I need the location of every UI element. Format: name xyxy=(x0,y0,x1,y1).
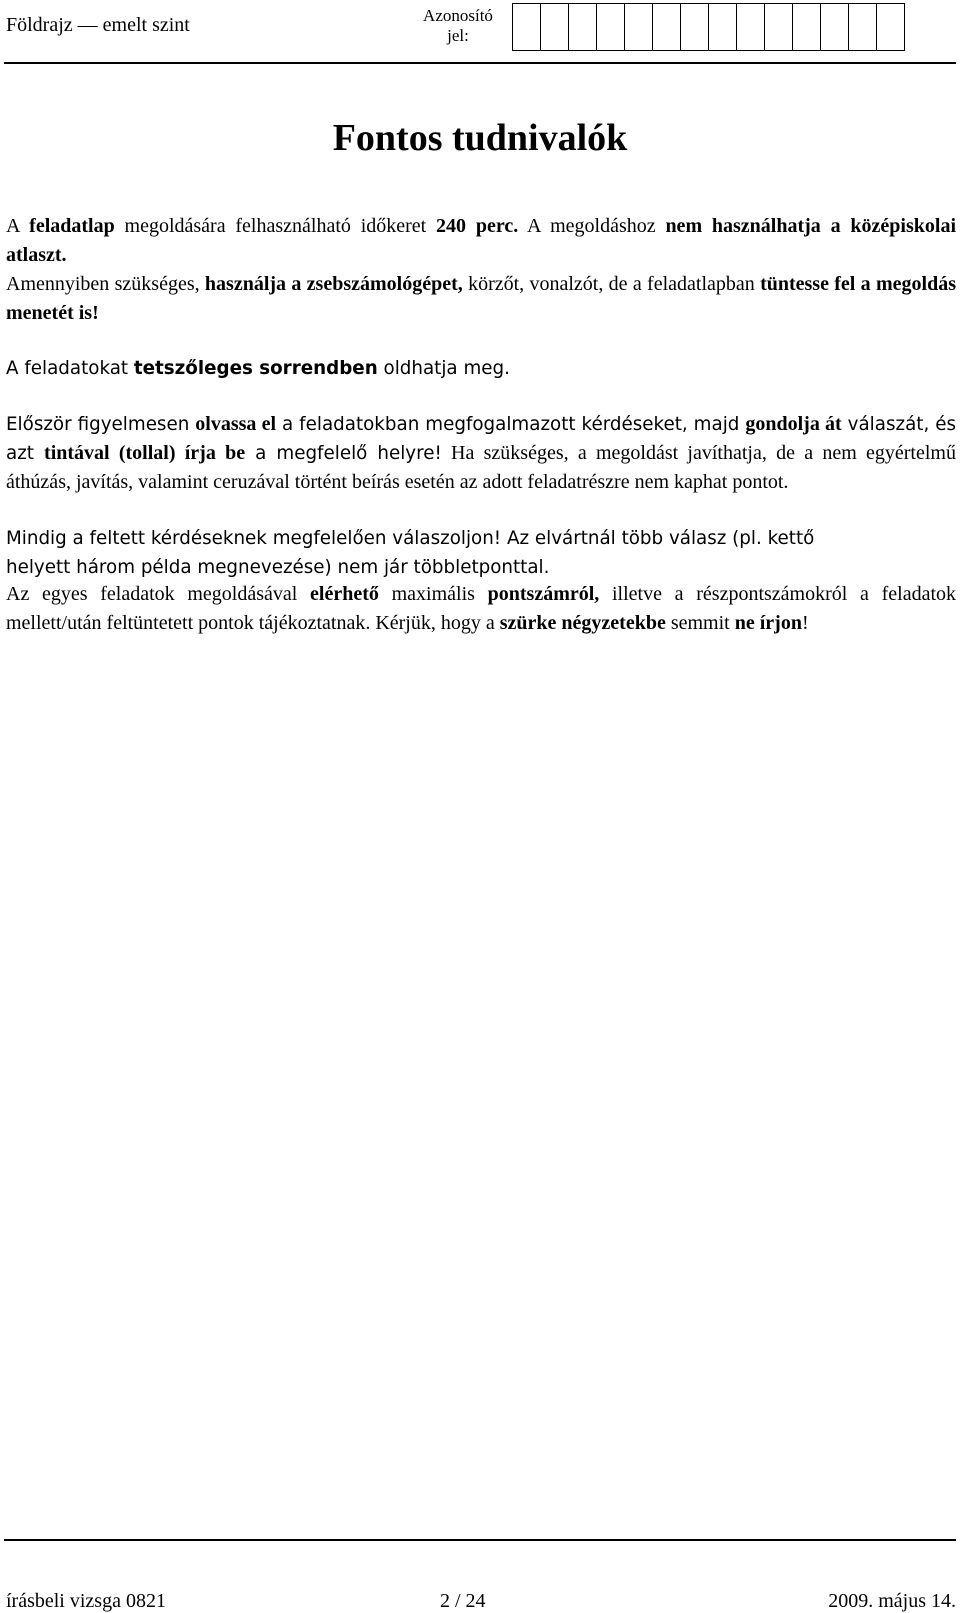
paragraph-text: körzőt, vonalzót, de a feladatlapban xyxy=(462,273,761,295)
id-box[interactable] xyxy=(569,3,597,51)
paragraph-text: helyett három példa megnevezése) nem jár többletponttal. xyxy=(6,557,550,578)
paragraph-text: Ha szükséges, a megoldást javíthatja, de a nem egyértelmű áthúzás, javítás, valamint ceruzával történt beírás esetén az adott feladatrészre nem kaphat pontot. xyxy=(6,442,956,493)
paragraph-text: pontszámról, xyxy=(487,583,600,605)
paragraph-text: nem használhatja a középiskolai atlaszt. xyxy=(6,215,956,266)
paragraph-text: feladatlap xyxy=(29,215,115,237)
paragraph-text: a feladatokban megfogalmazott kérdéseket, majd xyxy=(276,414,746,435)
id-label-line2: jel: xyxy=(447,26,469,45)
paragraph-text: semmit xyxy=(665,612,735,634)
id-label-line1: Azonosító xyxy=(423,6,493,25)
id-box[interactable] xyxy=(765,3,793,51)
paragraph-text: szürke négyzetekbe xyxy=(499,612,666,634)
paragraph-text: használja a zsebszámológépet, xyxy=(204,273,463,295)
paragraph-text: olvassa el xyxy=(195,413,277,435)
id-box[interactable] xyxy=(541,3,569,51)
paragraph-text: maximális xyxy=(378,583,488,605)
paragraph-text: Az egyes feladatok megoldásával xyxy=(6,583,311,605)
paragraph-text: illetve a részpontszámokról a feladatok mellett/után feltüntetett pontok tájékoztatnak. Kérjük, hogy a xyxy=(6,583,957,634)
paragraph-text: 240 perc. xyxy=(436,215,519,237)
paragraph-text: tetszőleges sorrendben xyxy=(133,358,378,379)
paragraph-time-limit xyxy=(6,212,956,270)
paragraph-text: tintával (tollal) írja be xyxy=(44,442,246,464)
header-rule xyxy=(4,62,956,64)
id-box[interactable] xyxy=(821,3,849,51)
id-box[interactable] xyxy=(513,3,541,51)
paragraph-text: válaszát, és azt xyxy=(6,414,957,464)
id-box[interactable] xyxy=(793,3,821,51)
paragraph-text: A megoldáshoz xyxy=(518,215,666,237)
paragraph-answers xyxy=(6,524,956,582)
page-title: Fontos tudnivalók xyxy=(332,117,628,159)
paragraph-order xyxy=(6,354,956,383)
paragraph-text: Amennyiben szükséges, xyxy=(6,273,205,295)
id-box[interactable] xyxy=(877,3,905,51)
footer-rule xyxy=(4,1539,956,1541)
paragraph-text: elérhető xyxy=(310,583,379,605)
paragraph-text: megoldására felhasználható időkeret xyxy=(114,215,437,237)
footer-page-number: 2 / 24 xyxy=(440,1590,486,1612)
paragraph-points xyxy=(6,580,956,638)
id-box[interactable] xyxy=(625,3,653,51)
paragraph-text: Először figyelmesen xyxy=(6,414,196,435)
header-subject: Földrajz — emelt szint xyxy=(6,14,190,36)
paragraph-text: A xyxy=(6,215,30,237)
id-box[interactable] xyxy=(653,3,681,51)
paragraph-text: ne írjon xyxy=(734,612,802,634)
id-box[interactable] xyxy=(597,3,625,51)
id-label xyxy=(412,6,504,46)
paragraph-text: a megfelelő helyre! xyxy=(245,443,442,464)
paragraph-text: gondolja át xyxy=(745,413,842,435)
footer-date: 2009. május 14. xyxy=(828,1590,956,1612)
id-box[interactable] xyxy=(681,3,709,51)
paragraph-text: oldhatja meg. xyxy=(377,358,510,379)
footer-exam-code: írásbeli vizsga 0821 xyxy=(6,1590,166,1612)
id-box[interactable] xyxy=(737,3,765,51)
paragraph-text: tüntesse fel a megoldás menetét is! xyxy=(6,273,956,324)
id-boxes xyxy=(512,3,905,51)
id-box[interactable] xyxy=(709,3,737,51)
paragraph-text: A feladatokat xyxy=(6,358,134,379)
paragraph-calculator xyxy=(6,270,956,328)
id-box[interactable] xyxy=(849,3,877,51)
paragraph-text: Mindig a feltett kérdéseknek megfelelően válaszoljon! Az elvártnál több válasz (pl. kettő xyxy=(6,528,815,549)
paragraph-instructions xyxy=(6,410,956,497)
paragraph-text: ! xyxy=(801,612,809,634)
